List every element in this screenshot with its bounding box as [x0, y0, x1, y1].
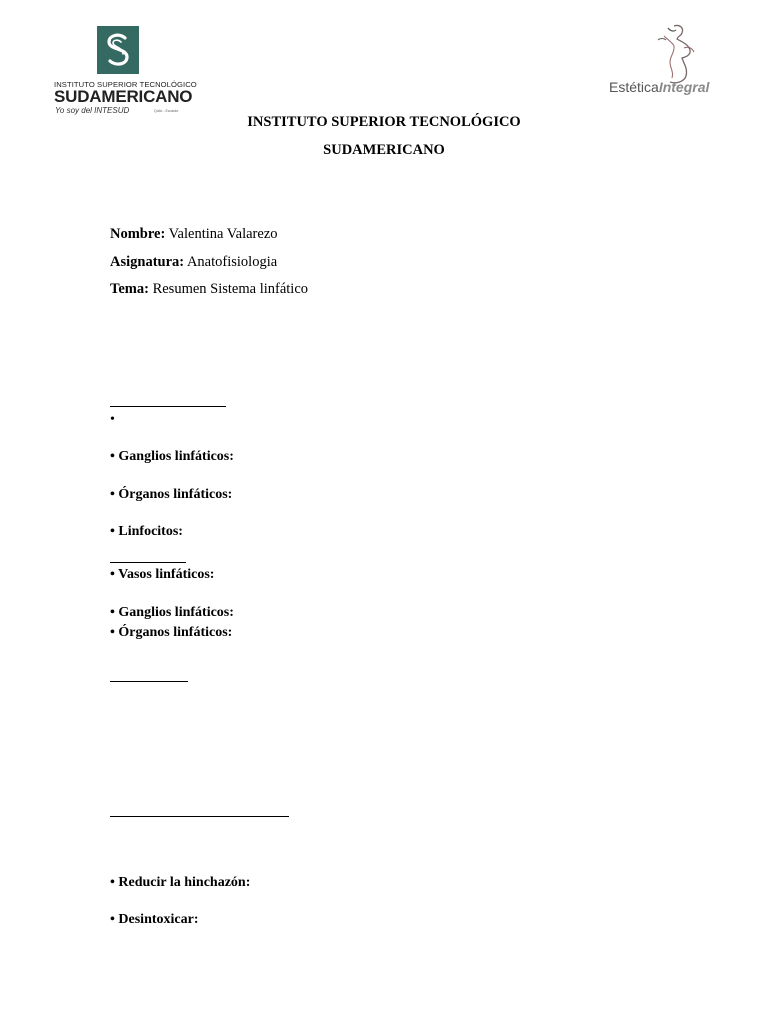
list-item-ganglios-2: • Ganglios linfáticos: [110, 605, 234, 620]
document-title-line2: SUDAMERICANO [323, 142, 445, 158]
topic-field [110, 281, 308, 298]
subject-value: Anatofisiologia [184, 254, 278, 270]
brand-name [609, 79, 709, 95]
logo-slogan: Yo soy del INTESUD [55, 106, 130, 115]
list-item-desintoxicar: • Desintoxicar: [110, 912, 199, 927]
list-item-ganglios: • Ganglios linfáticos: [110, 449, 234, 464]
topic-value: Resumen Sistema linfático [148, 281, 309, 297]
name-label: Nombre: [110, 226, 166, 242]
woman-silhouette-icon [644, 22, 708, 86]
document-title-line1: INSTITUTO SUPERIOR TECNOLÓGICO [247, 114, 521, 130]
brand-part-integral: Integral [658, 79, 710, 95]
institute-logo [50, 24, 210, 124]
brand-part-estetica: Estética [609, 79, 659, 95]
list-item-linfocitos: • Linfocitos: [110, 524, 183, 539]
list-item-vasos: • Vasos linfáticos: [110, 567, 215, 582]
institute-logo-mark-icon [97, 26, 139, 74]
logo-location: Quito - Ecuador [154, 109, 179, 113]
subject-field [110, 254, 277, 271]
section-rule [110, 816, 289, 817]
list-item-organos-2: • Órganos linfáticos: [110, 625, 233, 640]
topic-label: Tema: [110, 281, 149, 297]
section-rule [110, 681, 188, 682]
estetica-integral-logo [604, 22, 738, 102]
section-rule [110, 562, 186, 563]
name-field [110, 226, 278, 243]
bullet-empty: • [110, 412, 115, 427]
logo-institute-line: INSTITUTO SUPERIOR TECNOLÓGICO [54, 80, 197, 89]
list-item-reducir: • Reducir la hinchazón: [110, 875, 251, 890]
list-item-organos: • Órganos linfáticos: [110, 487, 233, 502]
subject-label: Asignatura: [110, 254, 185, 270]
logo-sudamericano-line: SUDAMERICANO [54, 87, 193, 106]
section-rule [110, 406, 226, 407]
name-value: Valentina Valarezo [165, 226, 278, 242]
